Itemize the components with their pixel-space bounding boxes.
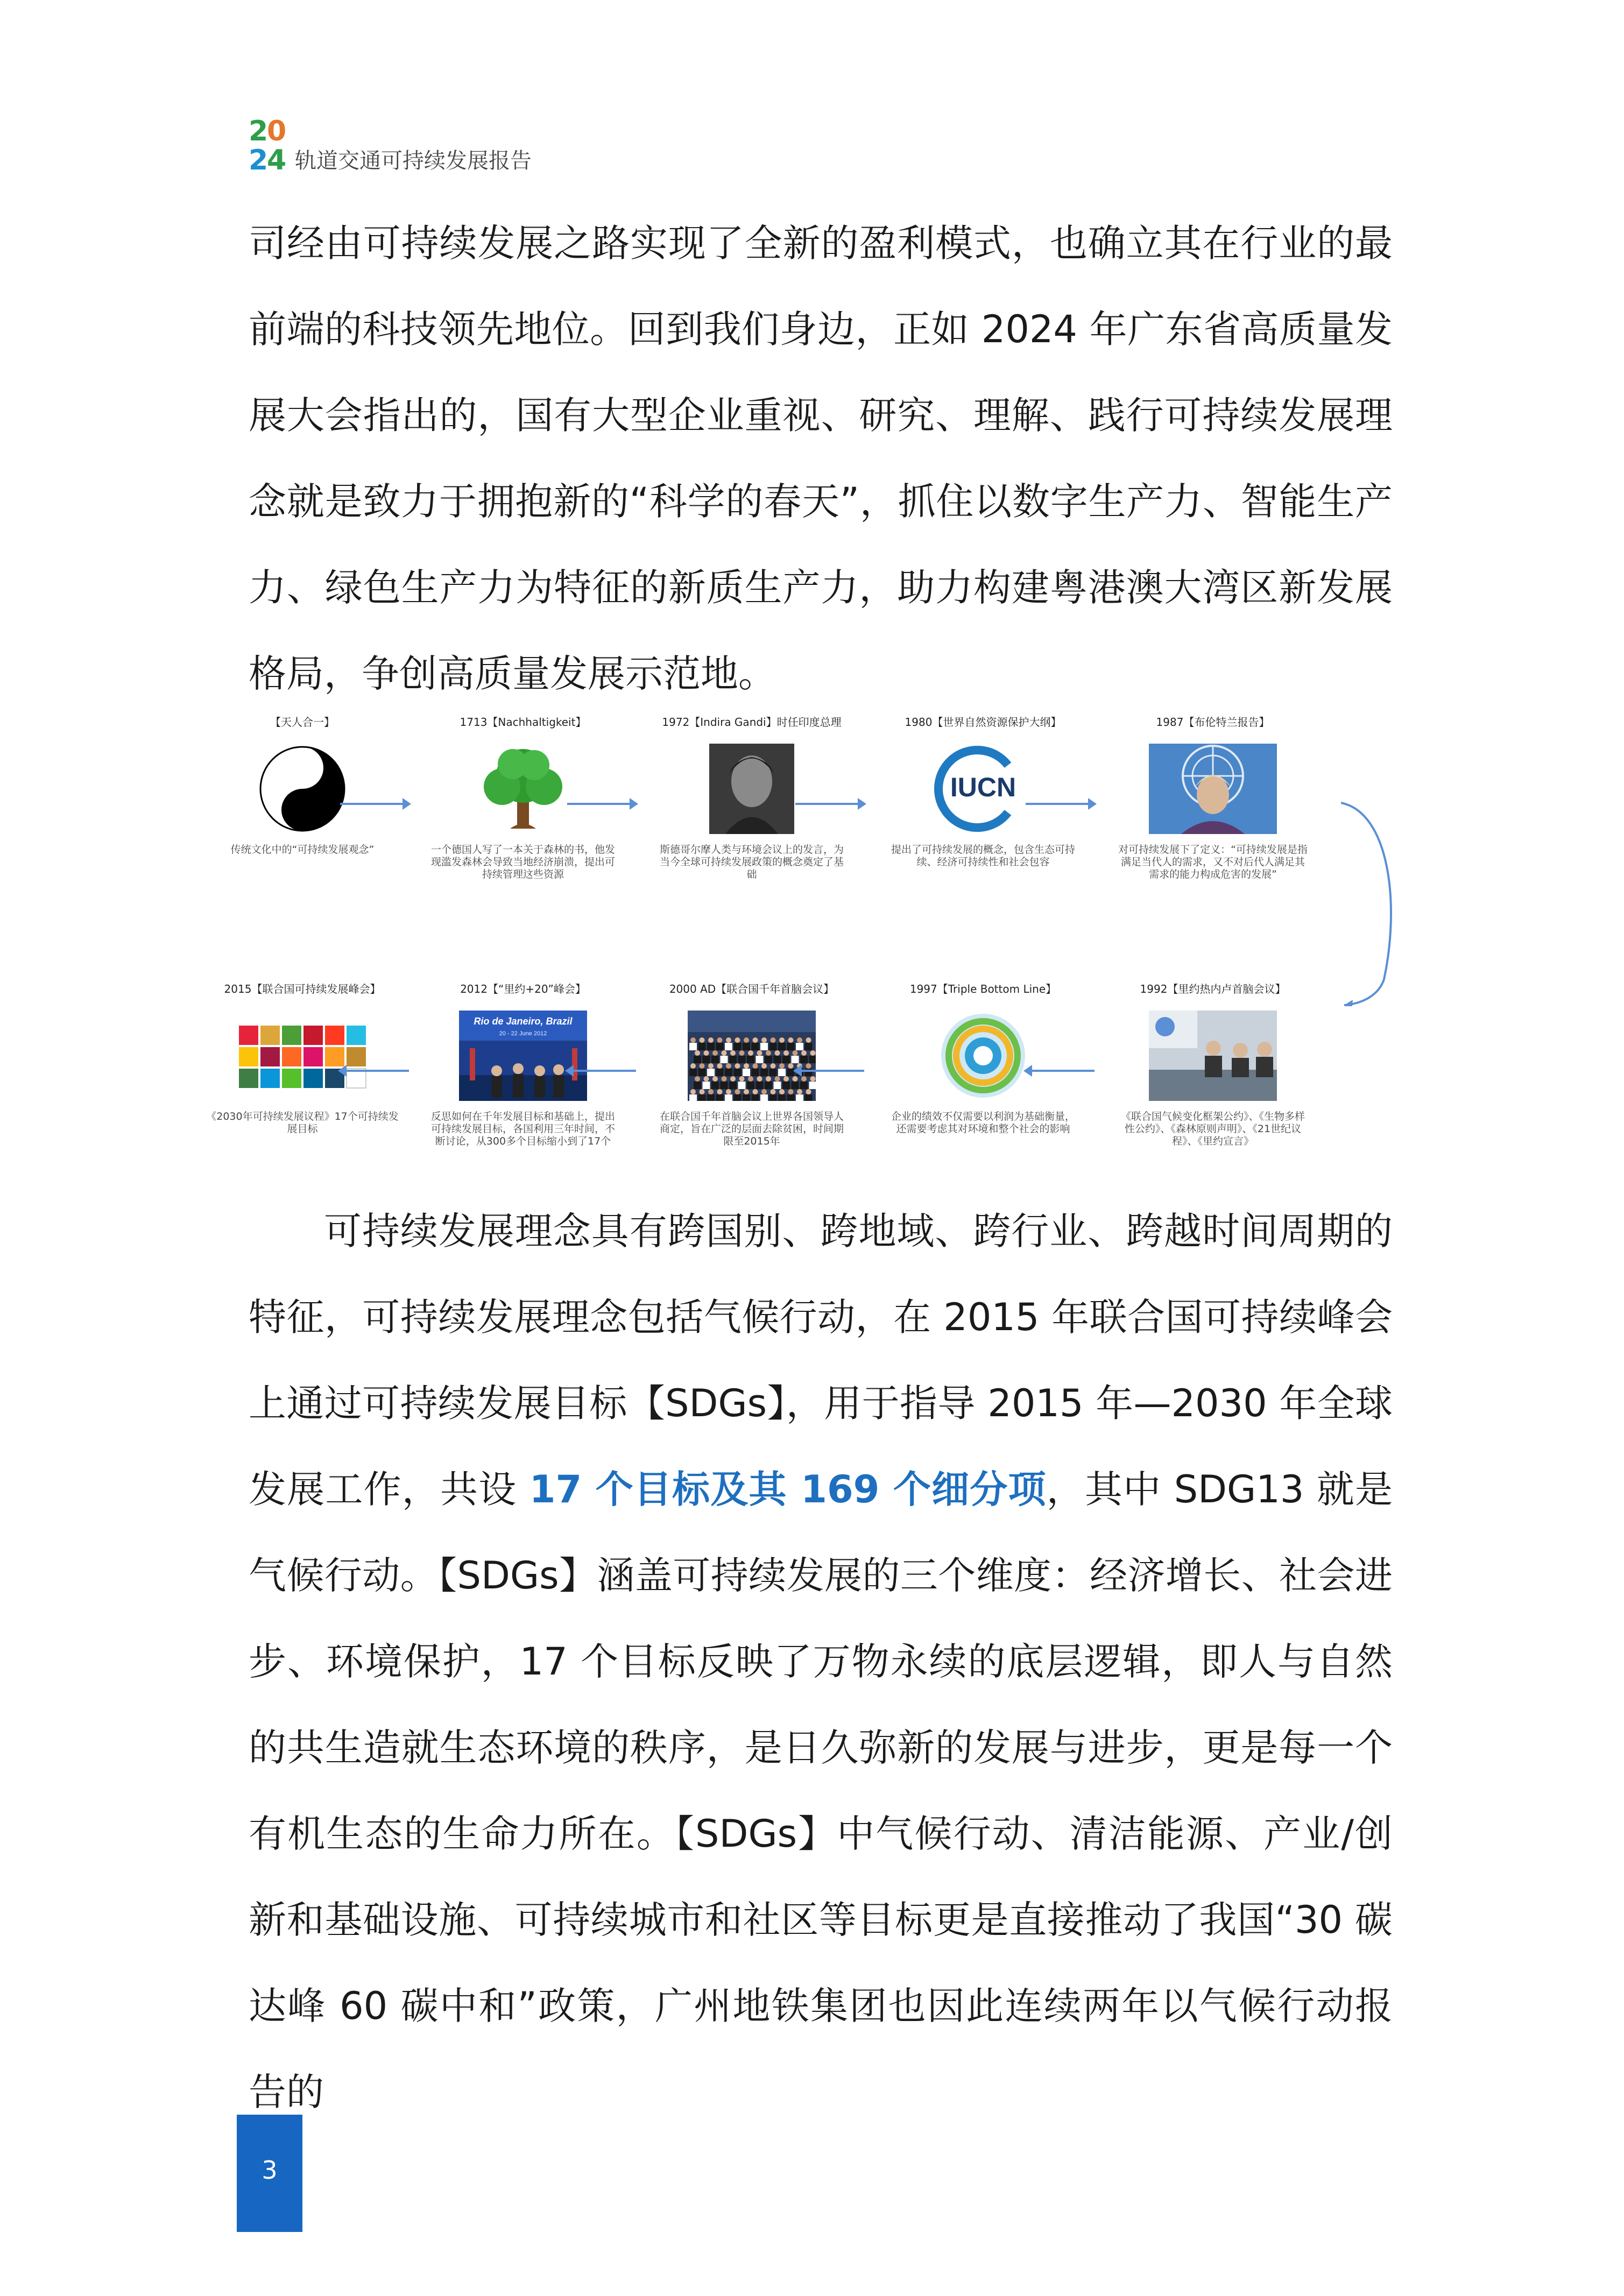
- node-caption: 在联合国千年首脑会议上世界各国领导人商定，旨在广泛的层面去除贫困，时间期限至2015年: [659, 1111, 844, 1147]
- rio-banner-text: Rio de Janeiro, Brazil: [474, 1016, 573, 1027]
- crowd-body: [760, 1094, 768, 1101]
- timeline-arrow: [1026, 803, 1095, 805]
- crowd-head: [771, 1089, 776, 1094]
- crowd-head: [744, 1089, 749, 1094]
- sdg-tile: [282, 1047, 301, 1066]
- crowd-head: [810, 1076, 816, 1082]
- crowd-body: [769, 1094, 777, 1101]
- sdg-tile: [303, 1026, 323, 1045]
- sdg-tile: [239, 1047, 258, 1066]
- body-paragraph-1: 司经由可持续发展之路实现了全新的盈利模式，也确立其在行业的最前端的科技领先地位。回到我们身边，正如 2024 年广东省高质量发展大会指出的，国有大型企业重视、研究、理解、践行可持续发展理念就是致力于拥抱新的“科学的春天”，抓住以数字生产力、智能生产力、绿色生产力为特征的新质生产力，助力构建粤港澳大湾区新发展格局，争创高质量发展示范地。: [249, 221, 1393, 696]
- sdg-tile: [347, 1026, 366, 1045]
- crowd-body: [756, 1056, 764, 1063]
- crowd-head: [700, 1037, 705, 1043]
- portrait-photo: [688, 744, 816, 834]
- crowd-body: [703, 1056, 710, 1063]
- crowd-head: [761, 1063, 767, 1069]
- crowd-head: [726, 1089, 731, 1094]
- crowd-body: [721, 1082, 728, 1089]
- triple-bottom-line-diagram: [919, 1011, 1047, 1101]
- crowd-head: [735, 1063, 740, 1069]
- node-title: 2000 AD【联合国千年首脑会议】: [669, 983, 835, 995]
- crowd-body: [782, 1056, 790, 1063]
- crowd-head: [744, 1063, 749, 1069]
- crowd-head: [761, 1089, 767, 1094]
- crowd-body: [756, 1082, 764, 1089]
- crowd-head: [771, 1063, 776, 1069]
- timeline-node-1997: [870, 983, 1096, 1135]
- crowd-body: [716, 1094, 724, 1101]
- crowd-body: [738, 1082, 746, 1089]
- logo-digit: 4: [267, 144, 287, 176]
- crowd-head: [690, 1089, 696, 1094]
- crowd-head: [708, 1037, 714, 1043]
- timeline-arrow: [567, 1070, 636, 1072]
- crowd-body: [725, 1069, 732, 1076]
- timeline-node-1713: [410, 716, 636, 881]
- crowd-head: [775, 1076, 780, 1082]
- crowd-body: [774, 1082, 781, 1089]
- page-number: 3: [262, 2156, 278, 2185]
- crowd-head: [717, 1037, 723, 1043]
- crowd-head: [783, 1076, 789, 1082]
- tree-icon: [459, 744, 587, 834]
- node-caption: 《2030年可持续发展议程》17个可持续发展目标: [206, 1111, 399, 1135]
- node-caption: 反思如何在千年发展目标和基础上，提出可持续发展目标，各国利用三年时间，不断讨论，从300多个目标缩小到了17个: [430, 1111, 615, 1147]
- rio20-photo: [459, 1011, 587, 1101]
- crowd-head: [695, 1050, 700, 1056]
- crowd-head: [806, 1063, 811, 1069]
- crowd-head: [726, 1037, 731, 1043]
- crowd-body: [707, 1043, 715, 1050]
- crowd-body: [800, 1056, 808, 1063]
- crowd-head: [748, 1050, 753, 1056]
- node-title: 2015【联合国可持续发展峰会】: [224, 983, 381, 995]
- crowd-head: [748, 1076, 753, 1082]
- crowd-body: [782, 1082, 790, 1089]
- crowd-head: [704, 1050, 709, 1056]
- crowd-body: [743, 1043, 750, 1050]
- crowd-body: [760, 1043, 768, 1050]
- crowd-body: [689, 1069, 697, 1076]
- crowd-head: [757, 1050, 762, 1056]
- crowd-head: [788, 1037, 794, 1043]
- crowd-body: [809, 1082, 816, 1089]
- crowd-body: [729, 1082, 737, 1089]
- sdg-tile: [260, 1047, 280, 1066]
- paragraph-text: 可持续发展理念具有跨国别、跨地域、跨行业、跨越时间周期的特征，可持续发展理念包括气候行动，在 2015 年联合国可持续峰会上通过可持续发展目标【SDGs】，用于指导 2015 年—2030 年全球发展工作，共设: [249, 1209, 1393, 1511]
- crowd-head: [739, 1076, 745, 1082]
- sdg-goals-grid: [238, 1011, 366, 1101]
- crowd-body: [707, 1094, 715, 1101]
- node-title: 2012【“里约+20”峰会】: [460, 983, 586, 995]
- sustainability-timeline-figure: [206, 710, 1393, 1184]
- crowd-body: [796, 1043, 803, 1050]
- crowd-body: [752, 1043, 759, 1050]
- crowd-head: [708, 1063, 714, 1069]
- crowd-head: [797, 1089, 802, 1094]
- crowd-head: [766, 1050, 771, 1056]
- crowd-body: [787, 1043, 795, 1050]
- summit-group-photo: [688, 1011, 816, 1101]
- report-header: [249, 117, 532, 176]
- timeline-node-1972: [639, 716, 865, 881]
- crowd-head: [797, 1037, 802, 1043]
- crowd-body: [698, 1094, 706, 1101]
- sdg-tile: [239, 1026, 258, 1045]
- crowd-head: [788, 1089, 794, 1094]
- crowd-body: [725, 1094, 732, 1101]
- logo-digit: 2: [249, 115, 269, 147]
- crowd-head: [717, 1089, 723, 1094]
- sdg-tile: [347, 1047, 366, 1066]
- crowd-head: [700, 1089, 705, 1094]
- timeline-node-2015: [189, 983, 415, 1135]
- iucn-logo-text: IUCN: [950, 772, 1016, 802]
- crowd-body: [694, 1082, 701, 1089]
- sdg-tile: [260, 1069, 280, 1088]
- timeline-arrow: [795, 803, 864, 805]
- crowd-head: [708, 1089, 714, 1094]
- crowd-body: [734, 1094, 742, 1101]
- crowd-head: [744, 1037, 749, 1043]
- crowd-body: [778, 1043, 786, 1050]
- crowd-body: [703, 1082, 710, 1089]
- paragraph-text: ，其中 SDG13 就是气候行动。【SDGs】涵盖可持续发展的三个维度：经济增长、社会进步、环境保护，17 个目标反映了万物永续的底层逻辑，即人与自然的共生造就生态环境的秩序，是日久弥新的发展与进步，更是每一个有机生态的生命力所在。【SDGs】中气候行动、清洁能源、产业/创新和基础设施、可持续城市和社区等目标更是直接推动了我国“30 碳达峰 60 碳中和”政策，广州地铁集团也因此连续两年以气候行动报告的: [249, 1467, 1393, 2114]
- crowd-head: [690, 1037, 696, 1043]
- crowd-body: [760, 1069, 768, 1076]
- crowd-body: [725, 1043, 732, 1050]
- timeline-node-2012: [410, 983, 636, 1148]
- timeline-node-1980: [870, 716, 1096, 868]
- iucn-logo: [919, 744, 1047, 834]
- crowd-body: [743, 1094, 750, 1101]
- crowd-body: [743, 1069, 750, 1076]
- crowd-head: [779, 1063, 785, 1069]
- timeline-arrow: [340, 803, 409, 805]
- crowd-body: [765, 1082, 772, 1089]
- crowd-body: [778, 1069, 786, 1076]
- page-number-tab: [237, 2115, 302, 2232]
- crowd-head: [712, 1076, 718, 1082]
- crowd-body: [734, 1069, 742, 1076]
- crowd-head: [726, 1063, 731, 1069]
- node-caption: 企业的绩效不仅需要以利润为基础衡量，还需要考虑其对环境和整个社会的影响: [891, 1111, 1075, 1135]
- crowd-body: [752, 1094, 759, 1101]
- timeline-node-2000: [639, 983, 865, 1148]
- crowd-head: [783, 1050, 789, 1056]
- crowd-body: [716, 1069, 724, 1076]
- node-caption: 一个德国人写了一本关于森林的书，他发现滥发森林会导致当地经济崩溃，提出可持续管理这些资源: [430, 844, 615, 880]
- node-caption: 斯德哥尔摩人类与环境会议上的发言，为当今全球可持续发展政策的概念奠定了基础: [659, 844, 844, 880]
- crowd-body: [707, 1069, 715, 1076]
- timeline-node-1992: [1100, 983, 1326, 1148]
- node-title: 1972【Indira Gandi】时任印度总理: [662, 716, 842, 729]
- timeline-node-1987: [1100, 716, 1326, 881]
- node-title: 1997【Triple Bottom Line】: [909, 983, 1057, 995]
- crowd-head: [810, 1050, 816, 1056]
- portrait-un-photo: [1149, 744, 1277, 834]
- node-caption: 《联合国气候变化框架公约》、《生物多样性公约》、《森林原则声明》、《21世纪议程》、《里约宣言》: [1120, 1111, 1305, 1147]
- crowd-head: [722, 1076, 727, 1082]
- crowd-head: [753, 1089, 758, 1094]
- crowd-body: [792, 1056, 799, 1063]
- report-logo: [249, 117, 291, 176]
- crowd-head: [801, 1076, 807, 1082]
- crowd-head: [700, 1063, 705, 1069]
- highlighted-text: 17 个目标及其 169 个细分项: [529, 1467, 1047, 1511]
- crowd-body: [689, 1094, 697, 1101]
- logo-digit: 2: [249, 144, 269, 176]
- crowd-head: [695, 1076, 700, 1082]
- crowd-body: [711, 1056, 719, 1063]
- sdg-tile: [325, 1047, 344, 1066]
- rio-banner-date: 20 - 22 June 2012: [499, 1030, 547, 1037]
- crowd-body: [765, 1056, 772, 1063]
- crowd-body: [747, 1082, 754, 1089]
- node-title: 1980【世界自然资源保护大纲】: [905, 716, 1062, 729]
- timeline-arrow: [1026, 1070, 1095, 1072]
- crowd-body: [698, 1043, 706, 1050]
- crowd-body: [787, 1094, 795, 1101]
- logo-digit: 0: [267, 115, 287, 147]
- crowd-body: [734, 1043, 742, 1050]
- crowd-body: [805, 1043, 813, 1050]
- timeline-curve-arrow: [1341, 802, 1400, 1006]
- node-title: 1992【里约热内卢首脑会议】: [1140, 983, 1286, 995]
- crowd-body: [747, 1056, 754, 1063]
- body-paragraph-2: [249, 1188, 1393, 2135]
- timeline-arrow: [340, 1070, 409, 1072]
- sdg-tile: [303, 1069, 323, 1088]
- rio-1992-photo: [1149, 1011, 1277, 1101]
- crowd-head: [717, 1063, 723, 1069]
- crowd-head: [766, 1076, 771, 1082]
- crowd-head: [735, 1037, 740, 1043]
- crowd-body: [698, 1069, 706, 1076]
- crowd-body: [774, 1056, 781, 1063]
- crowd-head: [775, 1050, 780, 1056]
- crowd-body: [721, 1056, 728, 1063]
- crowd-body: [711, 1082, 719, 1089]
- crowd-head: [722, 1050, 727, 1056]
- node-title: 1987【布伦特兰报告】: [1156, 716, 1270, 729]
- crowd-body: [716, 1043, 724, 1050]
- timeline-arrow: [567, 803, 636, 805]
- crowd-body: [729, 1056, 737, 1063]
- crowd-head: [753, 1063, 758, 1069]
- crowd-head: [793, 1076, 798, 1082]
- crowd-body: [800, 1082, 808, 1089]
- crowd-body: [805, 1094, 813, 1101]
- crowd-head: [690, 1063, 696, 1069]
- crowd-body: [752, 1069, 759, 1076]
- node-caption: 传统文化中的“可持续发展观念”: [230, 844, 375, 856]
- crowd-head: [788, 1063, 794, 1069]
- crowd-head: [806, 1089, 811, 1094]
- crowd-head: [730, 1050, 736, 1056]
- crowd-head: [779, 1037, 785, 1043]
- crowd-head: [735, 1089, 740, 1094]
- crowd-head: [739, 1050, 745, 1056]
- sdg-tile: [282, 1026, 301, 1045]
- crowd-body: [796, 1094, 803, 1101]
- crowd-head: [730, 1076, 736, 1082]
- crowd-body: [769, 1043, 777, 1050]
- crowd-body: [694, 1056, 701, 1063]
- sdg-tile: [303, 1047, 323, 1066]
- timeline-arrow: [795, 1070, 864, 1072]
- crowd-body: [738, 1056, 746, 1063]
- crowd-head: [712, 1050, 718, 1056]
- report-title: 轨道交通可持续发展报告: [295, 149, 532, 173]
- node-caption: 对可持续发展下了定义：“可持续发展是指满足当代人的需求，又不对后代人满足其需求的能力构成危害的发展”: [1118, 844, 1308, 880]
- crowd-body: [778, 1094, 786, 1101]
- node-title: 【天人合一】: [270, 716, 335, 729]
- sdg-tile: [239, 1069, 258, 1088]
- yin-yang-icon: [238, 744, 366, 834]
- sdg-tile: [260, 1026, 280, 1045]
- sdg-tile: [282, 1069, 301, 1088]
- sdg-tile: [325, 1026, 344, 1045]
- crowd-head: [704, 1076, 709, 1082]
- crowd-head: [801, 1050, 807, 1056]
- node-title: 1713【Nachhaltigkeit】: [460, 716, 587, 729]
- crowd-head: [793, 1050, 798, 1056]
- timeline-node-tianrenheyi: [189, 716, 415, 856]
- crowd-head: [779, 1089, 785, 1094]
- crowd-body: [689, 1043, 697, 1050]
- crowd-head: [753, 1037, 758, 1043]
- crowd-body: [809, 1056, 816, 1063]
- crowd-body: [792, 1082, 799, 1089]
- crowd-head: [771, 1037, 776, 1043]
- crowd-head: [806, 1037, 811, 1043]
- crowd-head: [757, 1076, 762, 1082]
- crowd-head: [761, 1037, 767, 1043]
- node-caption: 提出了可持续发展的概念，包含生态可持续、经济可持续性和社会包容: [891, 844, 1075, 868]
- crowd-body: [769, 1069, 777, 1076]
